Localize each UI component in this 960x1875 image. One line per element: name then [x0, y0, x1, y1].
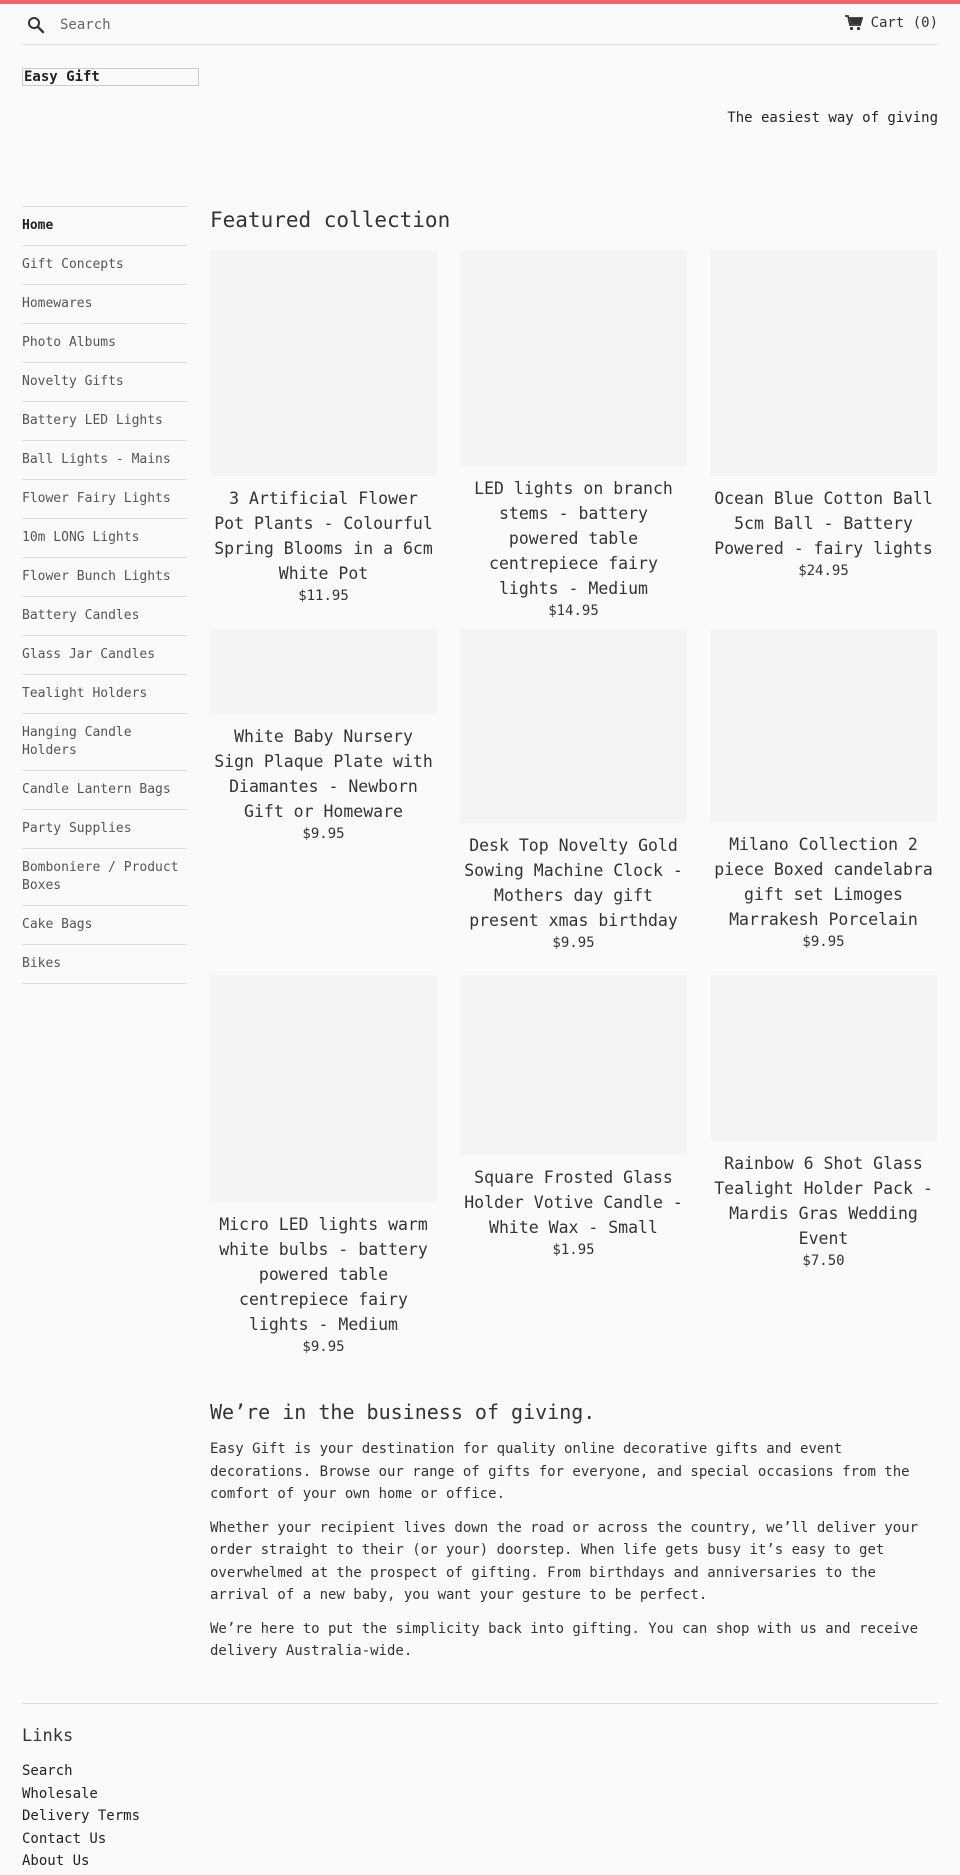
sidebar-nav: [22, 206, 187, 984]
sidebar-item-flower-fairy-lights[interactable]: Flower Fairy Lights: [22, 480, 187, 519]
about-paragraph: We’re here to put the simplicity back into gifting. You can shop with us and receive delivery Australia-wide.: [210, 1620, 919, 1659]
cart-label: Cart (0): [870, 15, 938, 31]
sidebar-item-novelty-gifts[interactable]: Novelty Gifts: [22, 363, 187, 402]
product-price: $1.95: [552, 1242, 595, 1258]
product-title[interactable]: Ocean Blue Cotton Ball 5cm Ball - Battery Powered - fairy lights: [714, 489, 933, 558]
site-header: [22, 4, 938, 45]
sidebar-item-10m-long-lights[interactable]: 10m LONG Lights: [22, 519, 187, 558]
product-card[interactable]: [710, 975, 937, 1269]
product-title[interactable]: LED lights on branch stems - battery powered table centrepiece fairy lights - Medium: [474, 479, 673, 598]
product-image[interactable]: [710, 629, 937, 822]
footer-link-delivery-terms[interactable]: Delivery Terms: [22, 1808, 141, 1824]
sidebar-item-bomboniere-product-boxes[interactable]: Bomboniere / Product Boxes: [22, 849, 187, 906]
sidebar-item-homewares[interactable]: Homewares: [22, 285, 187, 324]
cart-icon: [845, 15, 863, 31]
about-paragraph: Easy Gift is your destination for quality online decorative gifts and event decorations. Browse our range of gifts for everyone, and special occasions from the comfort of your own home or office.: [210, 1441, 910, 1502]
sidebar-item-photo-albums[interactable]: Photo Albums: [22, 324, 187, 363]
product-price: $7.50: [802, 1253, 845, 1269]
search-icon[interactable]: [27, 16, 45, 34]
product-image[interactable]: [210, 629, 437, 714]
featured-collection: [210, 206, 938, 232]
product-image[interactable]: [710, 975, 937, 1141]
product-card[interactable]: [710, 629, 937, 950]
product-title[interactable]: 3 Artificial Flower Pot Plants - Colourful Spring Blooms in a 6cm White Pot: [214, 489, 433, 583]
sidebar-item-home[interactable]: Home: [22, 207, 187, 246]
sidebar-item-battery-candles[interactable]: Battery Candles: [22, 597, 187, 636]
product-price: $9.95: [302, 1339, 345, 1355]
sidebar-item-glass-jar-candles[interactable]: Glass Jar Candles: [22, 636, 187, 675]
product-title[interactable]: Square Frosted Glass Holder Votive Candle - White Wax - Small: [464, 1168, 683, 1237]
product-title[interactable]: Micro LED lights warm white bulbs - battery powered table centrepiece fairy lights - Medium: [219, 1215, 428, 1334]
about-section: [210, 1400, 938, 1674]
sidebar-item-party-supplies[interactable]: Party Supplies: [22, 810, 187, 849]
product-title[interactable]: Rainbow 6 Shot Glass Tealight Holder Pack - Mardis Gras Wedding Event: [714, 1154, 933, 1248]
product-price: $9.95: [302, 826, 345, 842]
sidebar-item-ball-lights-mains[interactable]: Ball Lights - Mains: [22, 441, 187, 480]
sidebar-item-cake-bags[interactable]: Cake Bags: [22, 906, 187, 945]
sidebar-item-battery-led-lights[interactable]: Battery LED Lights: [22, 402, 187, 441]
sidebar-item-gift-concepts[interactable]: Gift Concepts: [22, 246, 187, 285]
site-tagline: The easiest way of giving: [727, 110, 938, 126]
product-image[interactable]: [460, 250, 687, 466]
product-image[interactable]: [210, 250, 437, 476]
footer-links: [22, 1726, 422, 1873]
product-title[interactable]: White Baby Nursery Sign Plaque Plate with Diamantes - Newborn Gift or Homeware: [214, 727, 433, 821]
footer-divider: [22, 1703, 938, 1704]
product-image[interactable]: [210, 975, 437, 1202]
footer-title: Links: [22, 1726, 74, 1746]
sidebar-item-hanging-candle-holders[interactable]: Hanging Candle Holders: [22, 714, 187, 771]
product-card[interactable]: [460, 250, 687, 619]
footer-link-wholesale[interactable]: Wholesale: [22, 1785, 98, 1802]
product-title[interactable]: Milano Collection 2 piece Boxed candelabra gift set Limoges Marrakesh Porcelain: [714, 835, 933, 929]
product-image[interactable]: [460, 629, 687, 823]
section-title: Featured collection: [210, 208, 451, 232]
search-input[interactable]: [60, 12, 360, 38]
sidebar-item-tealight-holders[interactable]: Tealight Holders: [22, 675, 187, 714]
cart-link[interactable]: [845, 15, 938, 31]
sidebar-item-bikes[interactable]: Bikes: [22, 945, 187, 984]
product-card[interactable]: [460, 975, 687, 1258]
product-card[interactable]: [210, 250, 437, 604]
product-card[interactable]: [710, 250, 937, 579]
product-price: $9.95: [802, 934, 845, 950]
sidebar-item-candle-lantern-bags[interactable]: Candle Lantern Bags: [22, 771, 187, 810]
about-paragraph: Whether your recipient lives down the road or across the country, we’ll deliver your order straight to their (or your) doorstep. When life gets busy it’s easy to get overwhelmed at the prospect of gifting. From birthdays and anniversaries to the arrival of a new baby, you want your gesture to be perfect.: [210, 1519, 919, 1603]
product-price: $14.95: [548, 603, 599, 619]
footer-link-search[interactable]: Search: [22, 1763, 73, 1779]
product-price: $24.95: [798, 563, 849, 579]
footer-link-about-us[interactable]: About Us: [22, 1853, 90, 1869]
product-image[interactable]: [460, 975, 687, 1155]
product-price: $11.95: [298, 588, 349, 604]
footer-link-contact-us[interactable]: Contact Us: [22, 1830, 107, 1847]
product-card[interactable]: [460, 629, 687, 951]
about-title: We’re in the business of giving.: [210, 1400, 596, 1424]
product-image[interactable]: [710, 250, 937, 476]
sidebar-item-flower-bunch-lights[interactable]: Flower Bunch Lights: [22, 558, 187, 597]
product-card[interactable]: [210, 975, 437, 1355]
product-price: $9.95: [552, 935, 595, 951]
product-title[interactable]: Desk Top Novelty Gold Sowing Machine Clock - Mothers day gift present xmas birthday: [464, 836, 683, 930]
site-logo[interactable]: Easy Gift: [22, 68, 199, 86]
product-card[interactable]: [210, 629, 437, 842]
